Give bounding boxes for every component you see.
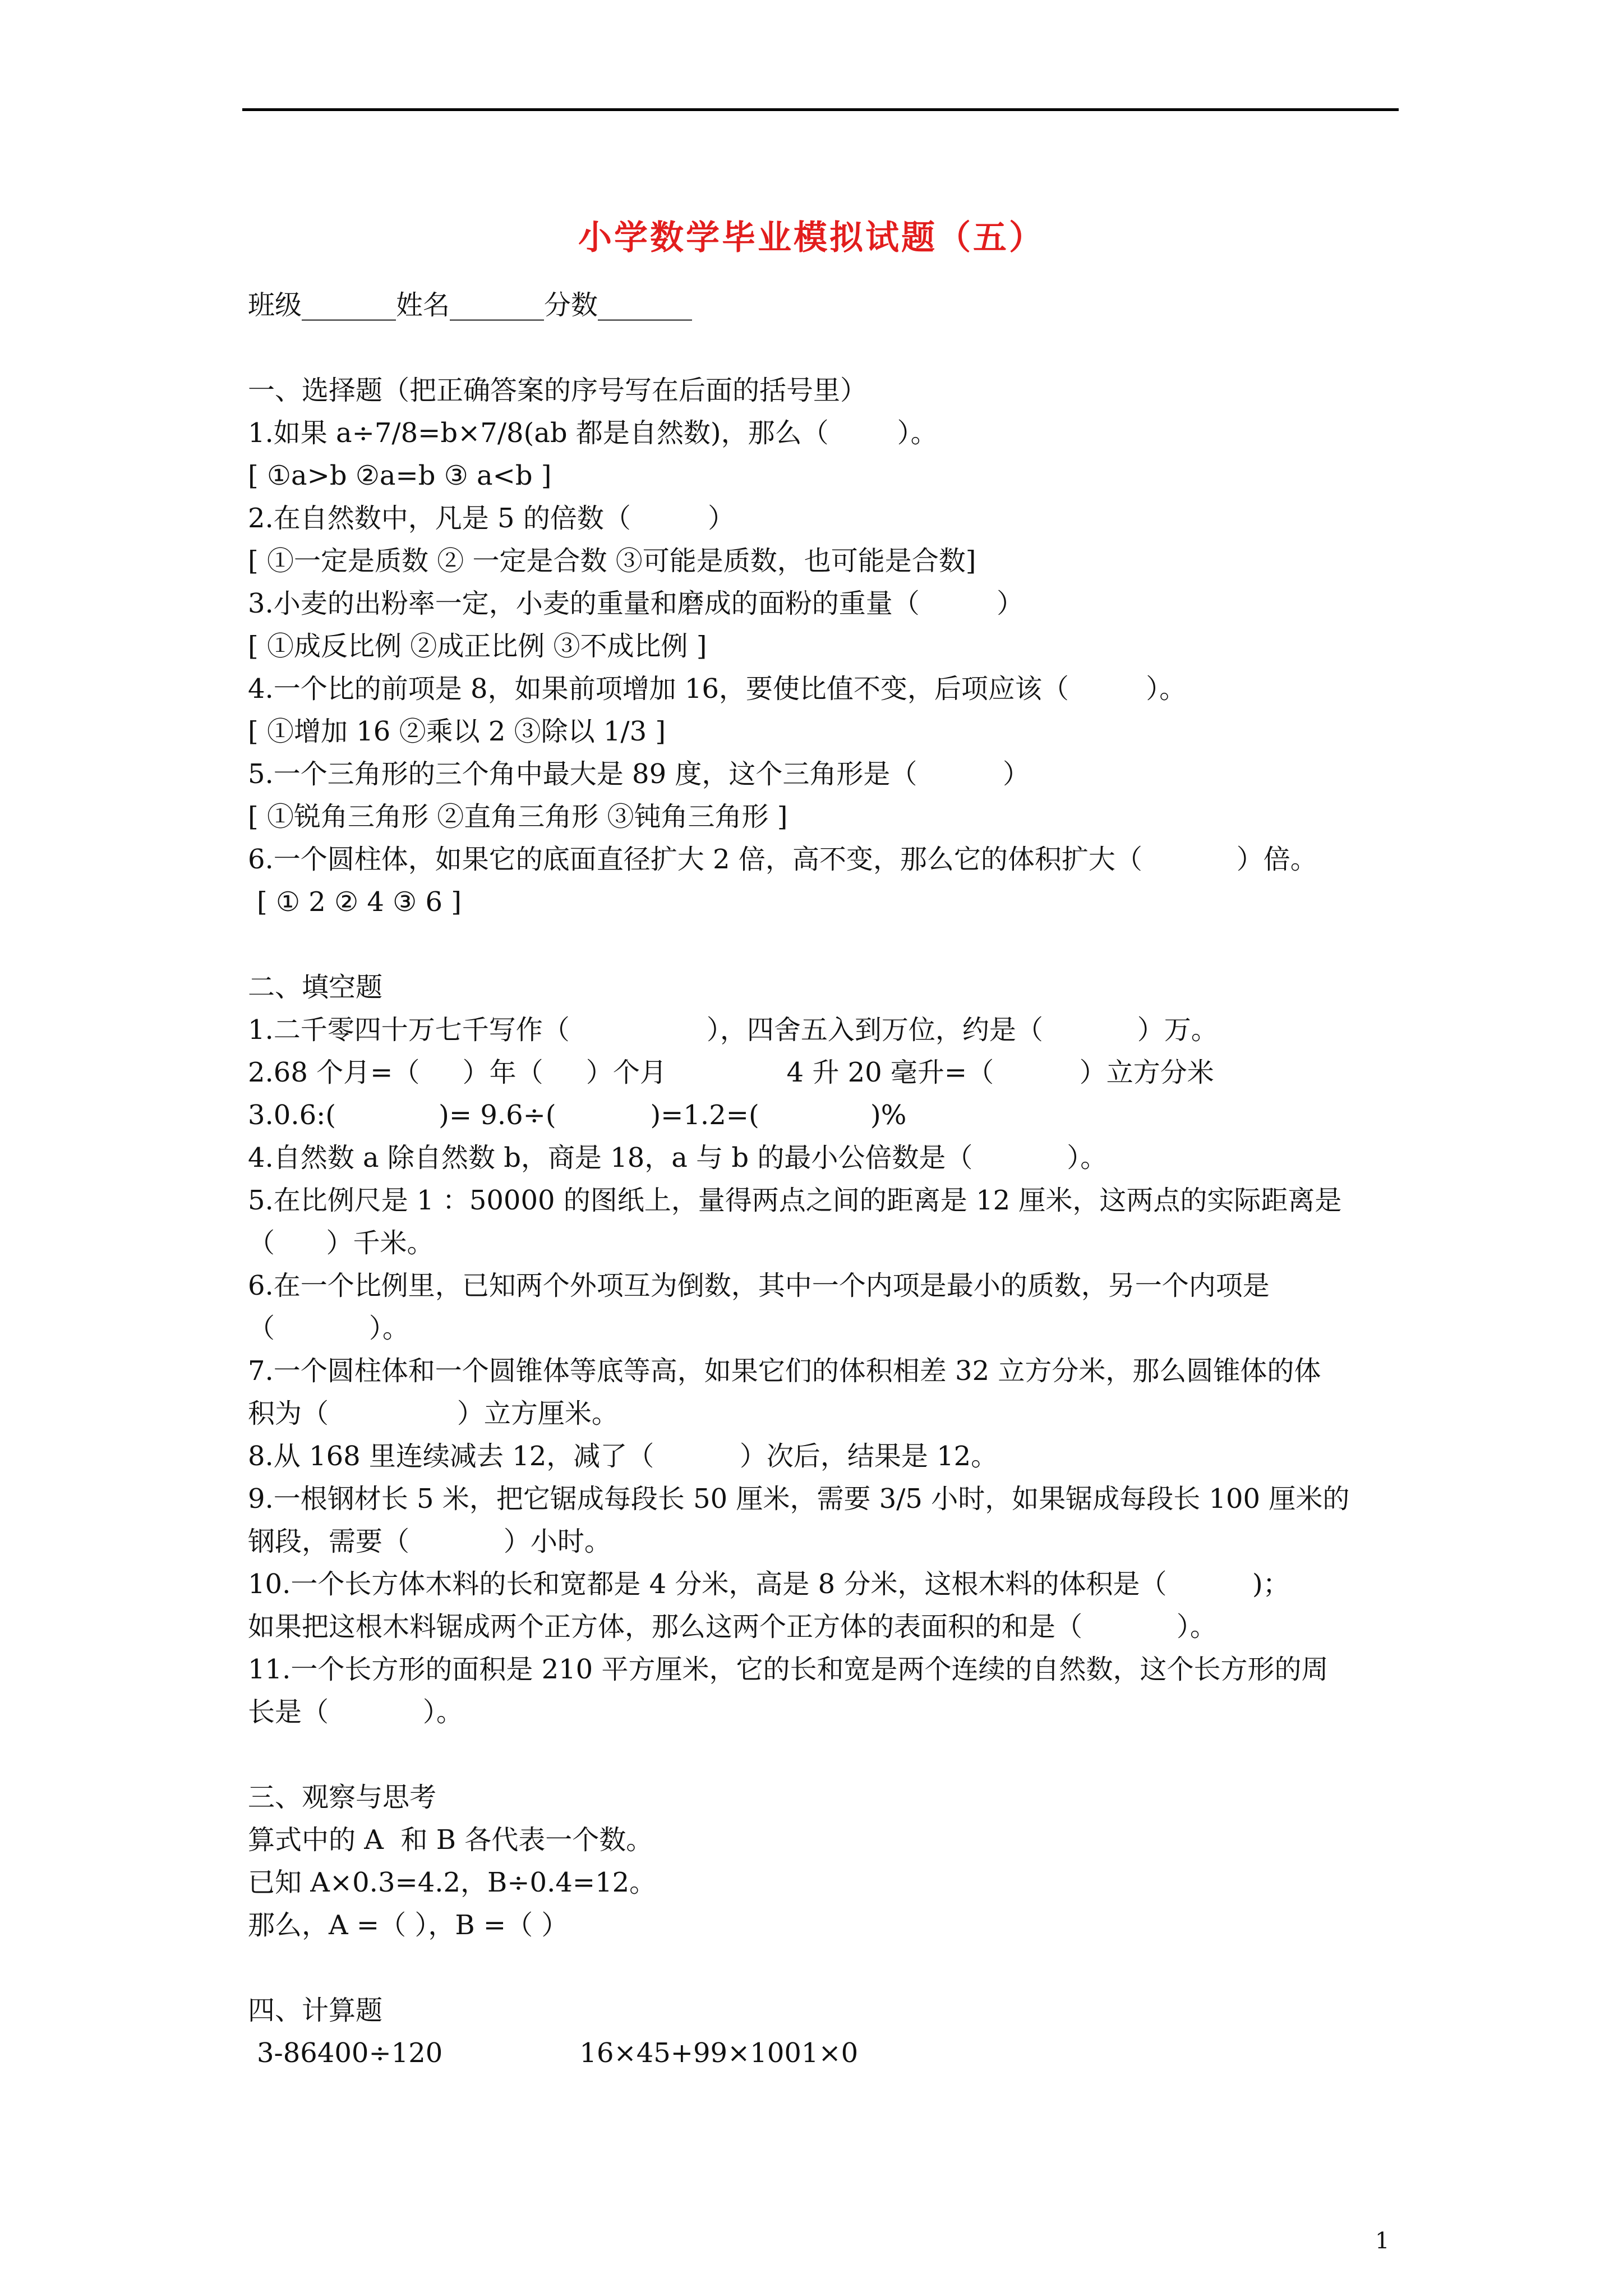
section-heading: 二、填空题: [248, 972, 383, 1003]
question-line: 9.一根钢材长 5 米，把它锯成每段长 50 厘米，需要 3/5 小时，如果锯成每段长 100 厘米的: [248, 1483, 1350, 1515]
section-heading: 一、选择题（把正确答案的序号写在后面的括号里）: [248, 375, 868, 406]
question-line: 3.0.6:( )= 9.6÷( )=1.2=( )%: [248, 1099, 907, 1131]
calculation-line: 3-86400÷120 16×45+99×1001×0: [257, 2037, 859, 2069]
question-line: 1.如果 a÷7/8=b×7/8(ab 都是自然数)，那么（ ）。: [248, 417, 938, 449]
page-number: 1: [1375, 2228, 1390, 2254]
question-line: （ ）。: [248, 1313, 409, 1344]
question-line: （ ）千米。: [248, 1227, 434, 1259]
question-line: 4.一个比的前项是 8，如果前项增加 16，要使比值不变，后项应该（ ）。: [248, 673, 1187, 705]
question-line: 3.小麦的出粉率一定，小麦的重量和磨成的面粉的重量（ ）: [248, 588, 1024, 619]
options-line: [ ①增加 16 ②乘以 2 ③除以 1/3 ]: [248, 716, 666, 747]
question-line: 7.一个圆柱体和一个圆锥体等底等高，如果它们的体积相差 32 立方分米，那么圆锥体的体: [248, 1355, 1321, 1387]
question-line: 4.自然数 a 除自然数 b，商是 18，a 与 b 的最小公倍数是（ ）。: [248, 1142, 1108, 1174]
question-line: 长是（ ）。: [248, 1696, 463, 1728]
question-line: 6.一个圆柱体，如果它的底面直径扩大 2 倍，高不变，那么它的体积扩大（ ）倍。: [248, 844, 1317, 875]
question-line: 5.在比例尺是 1 ：50000 的图纸上，量得两点之间的距离是 12 厘米，这两点的实际距离是: [248, 1185, 1342, 1216]
options-line: [ ①一定是质数 ② 一定是合数 ③可能是质数，也可能是合数]: [248, 545, 976, 577]
section-heading: 三、观察与思考: [248, 1782, 437, 1813]
top-rule: [242, 108, 1399, 111]
question-line: 10.一个长方体木料的长和宽都是 4 分米，高是 8 分米，这根木料的体积是（ )；: [248, 1568, 1290, 1600]
options-line: [ ① 2 ② 4 ③ 6 ]: [257, 886, 462, 918]
question-line: 1.二千零四十万七千写作（ ），四舍五入到万位，约是（ ）万。: [248, 1014, 1218, 1046]
section-heading: 四、计算题: [248, 1995, 383, 2026]
question-line: 积为（ ）立方厘米。: [248, 1398, 619, 1429]
student-info-line: 班级_______姓名_______分数_______: [248, 289, 693, 321]
question-line: 5.一个三角形的三个角中最大是 89 度，这个三角形是（ ）: [248, 758, 1030, 790]
question-line: 已知 A×0.3=4.2，B÷0.4=12。: [248, 1867, 657, 1898]
options-line: [ ①锐角三角形 ②直角三角形 ③钝角三角形 ]: [248, 801, 788, 832]
page-title: 小学数学毕业模拟试题（五）: [578, 218, 1045, 257]
question-line: 6.在一个比例里，已知两个外项互为倒数，其中一个内项是最小的质数，另一个内项是: [248, 1270, 1270, 1301]
question-line: 11.一个长方形的面积是 210 平方厘米，它的长和宽是两个连续的自然数，这个长方形的周: [248, 1654, 1329, 1685]
options-line: [ ①成反比例 ②成正比例 ③不成比例 ]: [248, 631, 707, 662]
question-line: 如果把这根木料锯成两个正方体，那么这两个正方体的表面积的和是（ ）。: [248, 1611, 1217, 1642]
question-line: 那么，A =（ ），B =（ ）: [248, 1910, 569, 1941]
question-line: 2.68 个月=（ ）年（ ）个月 4 升 20 毫升=（ ）立方分米: [248, 1057, 1214, 1088]
question-line: 钢段，需要（ ）小时。: [248, 1526, 611, 1557]
question-line: 算式中的 A 和 B 各代表一个数。: [248, 1824, 653, 1856]
question-line: 2.在自然数中，凡是 5 的倍数（ ）: [248, 503, 735, 534]
question-line: 8.从 168 里连续减去 12，减了（ ）次后，结果是 12。: [248, 1441, 998, 1472]
options-line: [ ①a>b ②a=b ③ a<b ]: [248, 460, 552, 491]
